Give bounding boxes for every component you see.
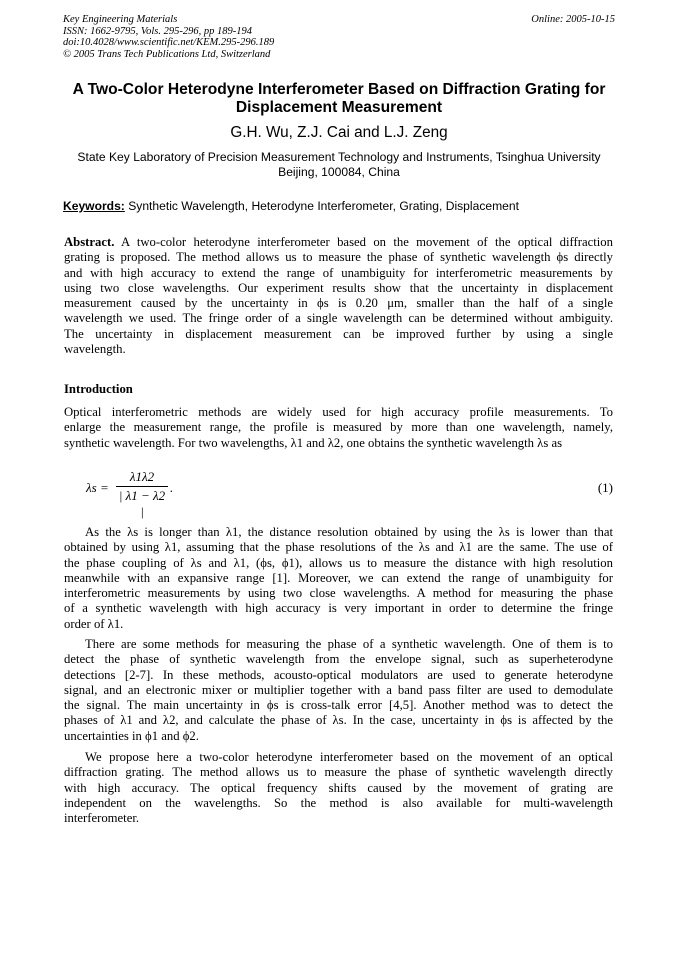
section-heading-introduction: Introduction (64, 382, 133, 396)
affiliation-line-2: Beijing, 100084, China (278, 165, 400, 179)
intro-line: Optical interferometric methods are widely used for high accuracy profile measurements. To (64, 405, 613, 419)
paragraph-line: the phase coupling of λs and λ1, (ϕs, ϕ1), allows us to measure the distance with high resolution (64, 555, 613, 570)
paragraph-3 (64, 637, 613, 744)
journal-copyright: © 2005 Trans Tech Publications Ltd, Switzerland (63, 48, 271, 60)
affiliation (40, 150, 638, 180)
abstract-line: grating is proposed. The method allows us to measure the phase of synthetic wavelength ϕs directly (64, 250, 613, 265)
equation-period: . (170, 480, 174, 495)
abstract (64, 235, 613, 357)
paragraph-line: the signal. The main uncertainty in ϕs is cross-talk error [4,5]. Another method was to detect the (64, 698, 613, 713)
title-line-2: Displacement Measurement (235, 99, 443, 116)
paragraph-line: of a synthetic wavelength with high accuracy is very important in order to determine the fringe (64, 601, 613, 616)
paragraph-2 (64, 525, 613, 632)
abstract-line: The uncertainty in displacement measurement can be improved further by using a single (64, 326, 613, 341)
abstract-line: Abstract. A two-color heterodyne interferometer based on the movement of the optical diffraction (64, 235, 613, 249)
affiliation-line-1: State Key Laboratory of Precision Measurement Technology and Instruments, Tsinghua University (77, 150, 601, 164)
fraction-bar (116, 486, 168, 487)
paragraph-line: obtained by using λ1, assuming that the phase resolutions of the λs and λ1 are the same. The use of (64, 540, 613, 555)
paper-title (40, 81, 638, 117)
paragraph-line: phases of λ1 and λ2, and calculate the phase of λs. In the case, uncertainty in ϕs is affected by the (64, 713, 613, 728)
equation-numerator: λ1λ2 (129, 469, 155, 484)
equation-1 (86, 466, 613, 519)
equation-fraction (116, 469, 168, 520)
equation-denominator: | λ1 − λ2 | (118, 488, 166, 519)
paragraph-line: detect the phase of synthetic wavelength from the envelope signal, such as superheterodyne (64, 652, 613, 667)
intro-paragraph (64, 405, 613, 451)
journal-doi: doi:10.4028/www.scientific.net/KEM.295-296.189 (63, 37, 275, 49)
intro-line: synthetic wavelength. For two wavelengths, λ1 and λ2, one obtains the synthetic wavelength λs as (64, 435, 563, 450)
online-date: Online: 2005-10-15 (531, 14, 615, 25)
abstract-line: measurement caused by the uncertainty in ϕs is 0.20 μm, smaller than the half of a single (64, 296, 613, 311)
abstract-line: and with high accuracy to extend the range of unambiguity for interferometric measurements by (64, 265, 613, 280)
paragraph-4 (64, 750, 613, 826)
abstract-label: Abstract. (64, 235, 115, 249)
keywords (63, 199, 623, 214)
paragraph-line: interferometric measurements by using two close wavelengths. A method for measuring the phase (64, 586, 613, 601)
paragraph-line: diffraction grating. The method allows us to measure the phase of synthetic wavelength directly (64, 765, 613, 780)
paragraph-line: independent on the wavelengths. So the method is also available for multi-wavelength (64, 795, 613, 810)
paragraph-line: We propose here a two-color heterodyne interferometer based on the movement of an optical (85, 750, 613, 764)
journal-name: Key Engineering Materials (63, 14, 178, 25)
keywords-text: Synthetic Wavelength, Heterodyne Interferometer, Grating, Displacement (128, 199, 519, 213)
equation-number: (1) (597, 480, 613, 495)
paragraph-line: uncertainties in ϕ1 and ϕ2. (64, 728, 199, 743)
intro-line: enlarge the measurement range, the profile is measured by more than one wavelength, namely, (64, 420, 613, 435)
equation-lhs: λs = (86, 480, 109, 495)
abstract-line: wavelength. (64, 342, 126, 357)
paragraph-line: detections [2-7]. In these methods, acousto-optical modulators are used to generate heterodyne (64, 667, 613, 682)
paragraph-line: meanwhile with an expansive range [1]. Moreover, we can extend the range of unambiguity for (64, 570, 613, 585)
journal-issn: ISSN: 1662-9795, Vols. 295-296, pp 189-194 (63, 25, 252, 37)
journal-header (63, 14, 615, 60)
abstract-line: using two close wavelengths. Our experiment results show that the uncertainty in displacement (64, 280, 613, 295)
paragraph-line: signal, and an electronic mixer or multiplier together with a band pass filter are used to demodulate (64, 682, 613, 697)
abstract-line: wavelength we used. The fringe order of a single wavelength can be determined without ambiguity. (64, 311, 613, 326)
paragraph-line: interferometer. (64, 811, 140, 826)
keywords-label: Keywords: (63, 199, 125, 213)
paragraph-line: There are some methods for measuring the phase of a synthetic wavelength. One of them is to (85, 637, 613, 651)
paragraph-line: As the λs is longer than λ1, the distance resolution obtained by using the λs is lower than that (85, 525, 613, 539)
paragraph-line: order of λ1. (64, 616, 124, 631)
title-line-1: A Two-Color Heterodyne Interferometer Based on Diffraction Grating for (72, 81, 606, 98)
paragraph-line: with high accuracy. The optical frequency shifts caused by the movement of grating are (64, 780, 613, 795)
paper-authors: G.H. Wu, Z.J. Cai and L.J. Zeng (230, 124, 448, 141)
